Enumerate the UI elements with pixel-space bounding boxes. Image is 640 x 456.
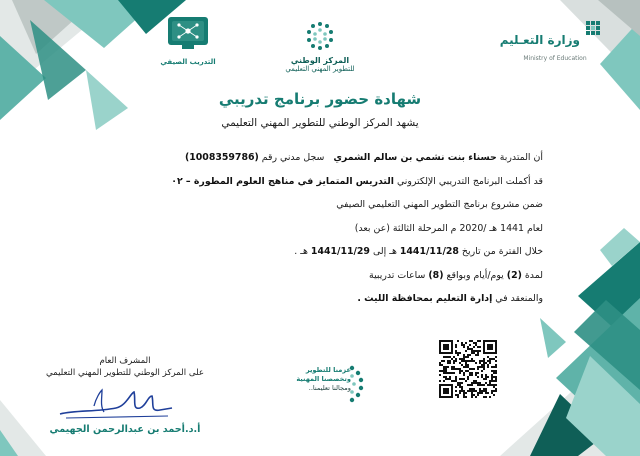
signatory-block [40,355,210,380]
ncvt-name-line1: المركز الوطني [290,56,350,65]
ministry-logo [500,18,610,63]
certificate-title: شهادة حضور برنامج تدريبي [218,90,422,108]
period-mid: هـ إلى [372,246,397,257]
signatory-name: أ.د.أحمد بن عبدالرحمن الجهيمي [49,424,201,435]
duration-days: (2) [506,269,522,281]
ncvt-name-line2: للتطوير المهني التعليمي [285,65,355,74]
trainee-prefix: أن المتدربة [499,152,543,163]
duration-line [103,264,543,288]
year-line: لعام 1441 هـ /2020 م المرحلة الثالثة (عن بعد) [354,222,543,234]
completed-prefix: قد أكملت البرنامج التدريبي الإلكتروني [396,175,543,187]
certificate-body [103,146,543,311]
ministry-emblem-icon [500,18,610,52]
date-from: 1441/11/28 [399,246,459,257]
duration-suffix: ساعات تدريبية [369,269,426,281]
venue-prefix: والمنعقد في [495,293,543,304]
summer-training-label: التدريب الصيفي [160,58,216,66]
ministry-arabic-name: وزارة التعـليم [500,33,580,47]
ncvt-logo [268,20,372,73]
civil-id-number: (1008359786) [184,152,259,163]
signatory-org: على المركز الوطني للتطوير المهني التعليمي [45,368,205,379]
signatory-role: المشرف العام [99,356,151,366]
certificate-subtitle: يشهد المركز الوطني للتطوير المهني التعليمي [221,117,419,129]
qr-code-icon [437,338,499,400]
trainee-name: حسناء بنت نشمي بن سالم الشمري [333,152,497,163]
slogan-line2: وتخصصنا المهنية [296,374,351,383]
civil-id-prefix: سجل مدني رقم [261,152,325,163]
slogan-line1: عزمنا للتطوير [305,366,351,374]
duration-prefix: لمدة [524,269,543,281]
duration-hours: (8) [428,269,444,281]
slogan-text [285,366,351,393]
summer-training-emblem-icon [165,14,211,54]
project-line: ضمن مشروع برنامج التطوير المهني التعليمي الصيفي [336,199,543,210]
summer-training-logo [160,14,216,66]
date-to: 1441/11/29 [310,246,370,257]
ministry-english-name: Ministry of Education [523,55,587,62]
duration-mid: يوم/أيام وبواقع [446,269,504,281]
venue-name: إدارة التعليم بمحافظة الليث . [357,293,493,304]
ncvt-emblem-icon [303,20,337,52]
program-name: التدريس المتمايز في مناهج العلوم المطورة – ٠٢ [171,175,394,187]
trainee-line [103,146,543,170]
program-line [103,170,543,194]
period-line [103,240,543,264]
handwritten-signature [56,384,176,424]
period-suffix: هـ . [294,246,308,257]
slogan-line3: ومجالنا تعليمنا.. [308,383,351,392]
venue-line [103,287,543,311]
period-prefix: خلال الفترة من تاريخ [461,246,543,257]
